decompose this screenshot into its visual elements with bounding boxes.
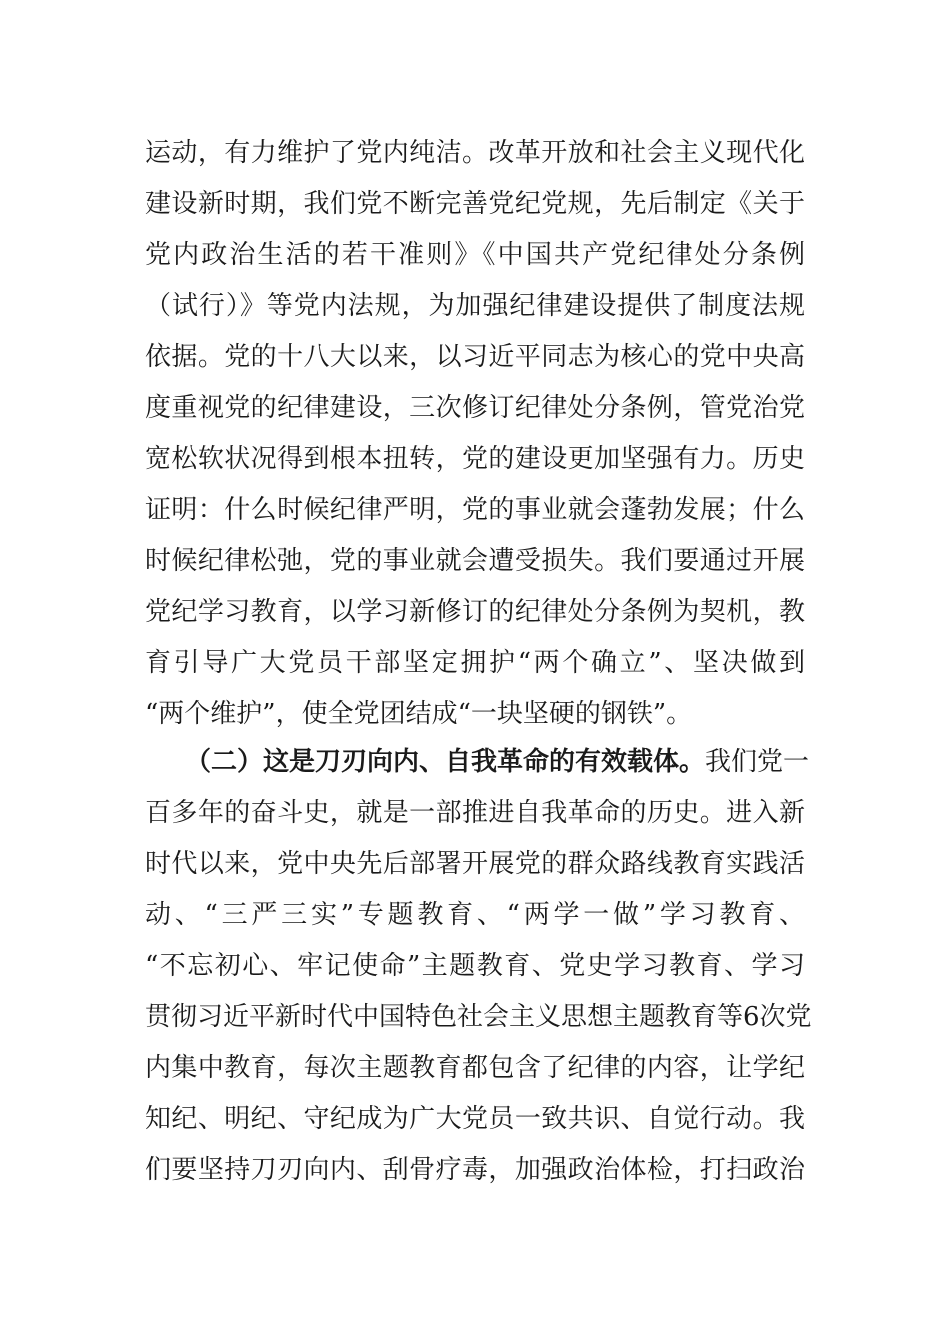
text-line: 知纪、明纪、守纪成为广大党员一致共识、自觉行动。我 <box>145 1104 805 1134</box>
text-line: 动、“三严三实”专题教育、“两学一做”学习教育、 <box>145 900 805 930</box>
text-line: 育引导广大党员干部坚定拥护“两个确立”、坚决做到 <box>145 648 805 678</box>
text-line: 证明：什么时候纪律严明，党的事业就会蓬勃发展；什么 <box>145 495 805 525</box>
heading-continuation: 我们党一 <box>705 747 810 777</box>
text-line: 依据。党的十八大以来，以习近平同志为核心的党中央高 <box>145 342 805 372</box>
text-line: 党内政治生活的若干准则》《中国共产党纪律处分条例 <box>145 240 805 270</box>
text-line: 贯彻习近平新时代中国特色社会主义思想主题教育等6次党 <box>145 1002 812 1032</box>
text-line: 宽松软状况得到根本扭转，党的建设更加坚强有力。历史 <box>145 444 805 474</box>
text-line: 度重视党的纪律建设，三次修订纪律处分条例，管党治党 <box>145 393 805 423</box>
text-line: 党纪学习教育，以学习新修订的纪律处分条例为契机，教 <box>145 597 805 627</box>
paragraph-1 <box>145 128 805 740</box>
text-line: 们要坚持刀刃向内、刮骨疗毒，加强政治体检，打扫政治 <box>145 1155 805 1185</box>
text-line: 百多年的奋斗史，就是一部推进自我革命的历史。进入新 <box>145 798 805 828</box>
text-line: “不忘初心、牢记使命”主题教育、党史学习教育、学习 <box>145 951 805 981</box>
text-line: 内集中教育，每次主题教育都包含了纪律的内容，让学纪 <box>145 1053 805 1083</box>
paragraph-2-first-line <box>145 737 810 788</box>
text-line: 时代以来，党中央先后部署开展党的群众路线教育实践活 <box>145 849 805 879</box>
paragraph-2 <box>145 737 812 1196</box>
text-line: 运动，有力维护了党内纯洁。改革开放和社会主义现代化 <box>145 138 805 168</box>
text-line: 时候纪律松弛，党的事业就会遭受损失。我们要通过开展 <box>145 546 805 576</box>
text-line: （试行）》等党内法规，为加强纪律建设提供了制度法规 <box>145 291 805 321</box>
section-heading: （二）这是刀刃向内、自我革命的有效载体。 <box>185 747 706 777</box>
text-line: “两个维护”，使全党团结成“一块坚硬的钢铁”。 <box>145 699 693 729</box>
text-line: 建设新时期，我们党不断完善党纪党规，先后制定《关于 <box>145 189 805 219</box>
